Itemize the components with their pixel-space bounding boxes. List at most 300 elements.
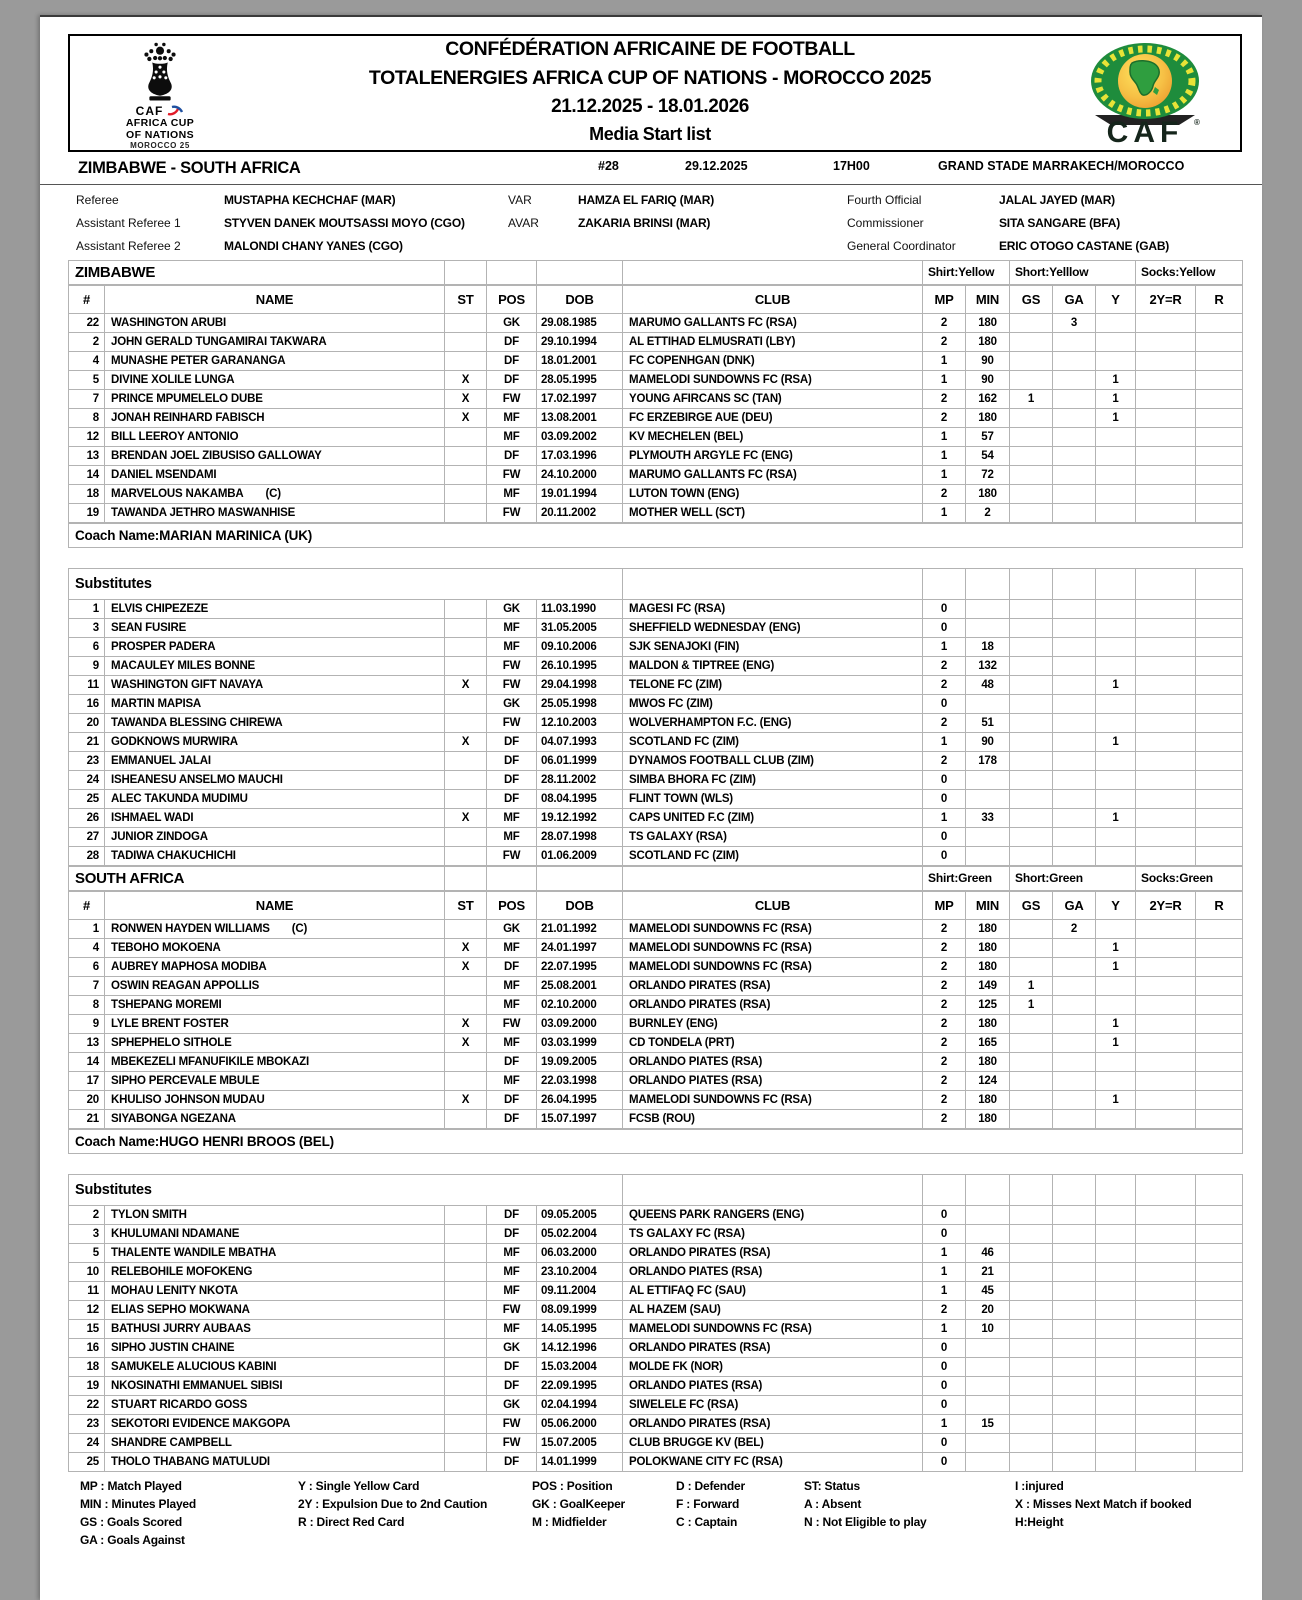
dob-cell: 04.07.1993	[537, 733, 623, 752]
player-name	[105, 485, 445, 504]
team-sections	[68, 260, 1242, 1472]
mp-cell: 2	[923, 1301, 966, 1320]
club-name: FC ERZEBIRGE AUE	[629, 411, 742, 424]
player-name-text: TADIWA CHAKUCHICHI	[111, 849, 236, 862]
club-country: (RSA)	[731, 1074, 763, 1087]
club-country: (DEU)	[741, 411, 773, 424]
yellow-cell	[1096, 428, 1136, 447]
cell	[923, 569, 966, 600]
dob-cell: 08.09.1999	[537, 1301, 623, 1320]
cell	[487, 867, 537, 891]
player-number: 2	[69, 1206, 105, 1225]
table-row	[69, 1053, 1243, 1072]
min-cell: 132	[966, 657, 1010, 676]
red-cell	[1196, 371, 1243, 390]
caf-logo-text: CAF	[1106, 116, 1184, 145]
club-country: (RSA)	[739, 1341, 771, 1354]
kit-short: Short:Green	[1010, 867, 1136, 891]
status-cell	[445, 847, 487, 866]
column-header-pos: POS	[487, 286, 537, 314]
player-name-text: SEAN FUSIRE	[111, 621, 187, 634]
second-yellow-cell	[1136, 1072, 1196, 1091]
player-number: 17	[69, 1072, 105, 1091]
position-cell: FW	[487, 466, 537, 485]
yellow-cell	[1096, 828, 1136, 847]
status-cell	[445, 1282, 487, 1301]
red-cell	[1196, 958, 1243, 977]
player-name	[105, 352, 445, 371]
dob-cell: 22.07.1995	[537, 958, 623, 977]
status-cell: X	[445, 939, 487, 958]
column-header-: #	[69, 892, 105, 920]
position-cell: DF	[487, 1377, 537, 1396]
club-cell	[623, 619, 923, 638]
player-number: 4	[69, 352, 105, 371]
second-yellow-cell	[1136, 428, 1196, 447]
club-country: (ENG)	[685, 1017, 718, 1030]
red-cell	[1196, 1339, 1243, 1358]
club-country: (ZIM)	[695, 678, 722, 691]
yellow-cell	[1096, 1110, 1136, 1129]
ga-cell	[1053, 504, 1096, 523]
club-name: SCOTLAND FC	[629, 849, 713, 862]
club-name: WOLVERHAMPTON F.C.	[629, 716, 760, 729]
player-name	[105, 1263, 445, 1282]
section-gap	[68, 548, 1242, 568]
mp-cell: 0	[923, 1396, 966, 1415]
player-name-text: JONAH REINHARD FABISCH	[111, 411, 265, 424]
club-name: SIMBA BHORA FC	[629, 773, 730, 786]
min-cell: 46	[966, 1244, 1010, 1263]
legend-entry: MP : Match Played	[80, 1479, 182, 1493]
position-cell: MF	[487, 1263, 537, 1282]
yellow-cell	[1096, 790, 1136, 809]
gs-cell	[1010, 1301, 1053, 1320]
min-cell	[966, 1339, 1010, 1358]
player-name-text: STUART RICARDO GOSS	[111, 1398, 248, 1411]
status-cell	[445, 1396, 487, 1415]
ga-cell	[1053, 1225, 1096, 1244]
dob-cell: 22.09.1995	[537, 1377, 623, 1396]
club-cell	[623, 771, 923, 790]
player-name	[105, 733, 445, 752]
dob-cell: 28.11.2002	[537, 771, 623, 790]
legend-entry: H:Height	[1015, 1515, 1064, 1529]
player-number: 2	[69, 333, 105, 352]
afcon-logo-line3: MOROCCO 25	[130, 141, 190, 150]
mp-cell: 1	[923, 1415, 966, 1434]
ga-cell	[1053, 676, 1096, 695]
yellow-cell: 1	[1096, 676, 1136, 695]
yellow-cell	[1096, 1072, 1136, 1091]
position-cell: GK	[487, 695, 537, 714]
mp-cell: 1	[923, 428, 966, 447]
column-header-min: MIN	[966, 286, 1010, 314]
cell	[1096, 1175, 1136, 1206]
substitutes-label: Substitutes	[69, 569, 623, 600]
club-name: KV MECHELEN	[629, 430, 714, 443]
avar-name: ZAKARIA BRINSI (MAR)	[578, 216, 711, 230]
red-cell	[1196, 1358, 1243, 1377]
dob-cell: 25.08.2001	[537, 977, 623, 996]
status-cell	[445, 1358, 487, 1377]
player-number: 8	[69, 996, 105, 1015]
club-cell	[623, 1053, 923, 1072]
min-cell: 2	[966, 504, 1010, 523]
second-yellow-cell	[1136, 695, 1196, 714]
dob-cell: 29.04.1998	[537, 676, 623, 695]
ga-cell: 3	[1053, 314, 1096, 333]
table-row	[69, 1415, 1243, 1434]
column-header-club: CLUB	[623, 286, 923, 314]
status-cell: X	[445, 733, 487, 752]
gs-cell: 1	[1010, 390, 1053, 409]
dob-cell: 08.04.1995	[537, 790, 623, 809]
gs-cell	[1010, 1225, 1053, 1244]
club-cell	[623, 828, 923, 847]
club-name: SCOTLAND FC	[629, 735, 713, 748]
gs-cell	[1010, 1110, 1053, 1129]
status-cell	[445, 447, 487, 466]
match-venue: GRAND STADE MARRAKECH/MOROCCO	[938, 159, 1185, 173]
ga-cell	[1053, 1339, 1096, 1358]
club-name: ORLANDO PIRATES	[629, 1417, 740, 1430]
red-cell	[1196, 752, 1243, 771]
red-cell	[1196, 790, 1243, 809]
gs-cell	[1010, 352, 1053, 371]
player-name-text: ISHEANESU ANSELMO MAUCHI	[111, 773, 283, 786]
mp-cell: 2	[923, 657, 966, 676]
position-cell: DF	[487, 371, 537, 390]
dob-cell: 02.04.1994	[537, 1396, 623, 1415]
cell	[923, 1175, 966, 1206]
club-cell	[623, 1110, 923, 1129]
player-number: 22	[69, 1396, 105, 1415]
club-name: AL ETTIFAQ FC	[629, 1284, 715, 1297]
player-name-text: MARVELOUS NAKAMBA	[111, 487, 244, 500]
club-cell	[623, 733, 923, 752]
min-cell: 180	[966, 1091, 1010, 1110]
table-row	[69, 1377, 1243, 1396]
club-name: MAMELODI SUNDOWNS FC	[629, 373, 781, 386]
general-coordinator-label: General Coordinator	[847, 239, 956, 253]
player-name	[105, 847, 445, 866]
player-number: 13	[69, 447, 105, 466]
yellow-cell	[1096, 1053, 1136, 1072]
cell	[966, 1175, 1010, 1206]
ga-cell	[1053, 1282, 1096, 1301]
club-country: (ENG)	[742, 659, 775, 672]
dob-cell: 28.05.1995	[537, 371, 623, 390]
ga-cell: 2	[1053, 920, 1096, 939]
club-name: SJK SENAJOKI	[629, 640, 714, 653]
player-name	[105, 695, 445, 714]
player-number: 1	[69, 600, 105, 619]
coach-name: Coach Name:MARIAN MARINICA (UK)	[69, 524, 1243, 548]
legend-entry: X : Misses Next Match if booked	[1015, 1497, 1192, 1511]
club-cell	[623, 333, 923, 352]
min-cell	[966, 1453, 1010, 1472]
red-cell	[1196, 409, 1243, 428]
player-name	[105, 1034, 445, 1053]
var-label: VAR	[508, 193, 532, 207]
player-name-text: BILL LEEROY ANTONIO	[111, 430, 239, 443]
club-country: (LBY)	[765, 335, 796, 348]
red-cell	[1196, 1396, 1243, 1415]
status-cell	[445, 790, 487, 809]
table-row	[69, 977, 1243, 996]
gs-cell	[1010, 638, 1053, 657]
status-cell	[445, 1434, 487, 1453]
club-cell	[623, 847, 923, 866]
afcon-trophy-logo	[70, 36, 250, 150]
player-name-text: MBEKEZELI MFANUFIKILE MBOKAZI	[111, 1055, 309, 1068]
cell	[1096, 569, 1136, 600]
totalenergies-icon	[166, 105, 184, 117]
min-cell	[966, 1206, 1010, 1225]
coach-table	[68, 1129, 1243, 1154]
club-country: (ENG)	[707, 487, 740, 500]
substitutes-header-row	[69, 569, 1243, 600]
yellow-cell: 1	[1096, 809, 1136, 828]
mp-cell: 2	[923, 996, 966, 1015]
match-number: #28	[598, 159, 619, 173]
legend-entry: F : Forward	[676, 1497, 740, 1511]
position-cell: FW	[487, 657, 537, 676]
club-name: BURNLEY	[629, 1017, 686, 1030]
avar-label: AVAR	[508, 216, 539, 230]
min-cell: 180	[966, 1110, 1010, 1129]
club-name: POLOKWANE CITY FC	[629, 1455, 752, 1468]
cell	[623, 867, 923, 891]
dob-cell: 17.03.1996	[537, 447, 623, 466]
team-header-table	[68, 866, 1243, 891]
min-cell	[966, 828, 1010, 847]
second-yellow-cell	[1136, 466, 1196, 485]
gs-cell	[1010, 1072, 1053, 1091]
status-cell	[445, 657, 487, 676]
cell	[1136, 1175, 1196, 1206]
column-header-gs: GS	[1010, 286, 1053, 314]
red-cell	[1196, 352, 1243, 371]
gs-cell	[1010, 1396, 1053, 1415]
club-country: (PRT)	[704, 1036, 735, 1049]
ga-cell	[1053, 695, 1096, 714]
player-number: 6	[69, 958, 105, 977]
cell	[1010, 1175, 1053, 1206]
dob-cell: 13.08.2001	[537, 409, 623, 428]
player-name	[105, 996, 445, 1015]
gs-cell	[1010, 1358, 1053, 1377]
second-yellow-cell	[1136, 752, 1196, 771]
yellow-cell	[1096, 466, 1136, 485]
player-name-text: PROSPER PADERA	[111, 640, 216, 653]
second-yellow-cell	[1136, 1377, 1196, 1396]
second-yellow-cell	[1136, 920, 1196, 939]
position-cell: MF	[487, 828, 537, 847]
gs-cell	[1010, 428, 1053, 447]
player-name-text: SEKOTORI EVIDENCE MAKGOPA	[111, 1417, 291, 1430]
min-cell: 45	[966, 1282, 1010, 1301]
red-cell	[1196, 847, 1243, 866]
position-cell: DF	[487, 333, 537, 352]
table-row	[69, 1320, 1243, 1339]
position-cell: MF	[487, 409, 537, 428]
player-name	[105, 1415, 445, 1434]
min-cell	[966, 1225, 1010, 1244]
min-cell	[966, 847, 1010, 866]
legend-column	[1015, 1477, 1192, 1531]
red-cell	[1196, 1206, 1243, 1225]
mp-cell: 2	[923, 409, 966, 428]
club-country: (RSA)	[739, 979, 771, 992]
ga-cell	[1053, 428, 1096, 447]
club-country: (ZIM)	[712, 735, 739, 748]
club-name: MAMELODI SUNDOWNS FC	[629, 941, 781, 954]
mp-cell: 0	[923, 1206, 966, 1225]
yellow-cell	[1096, 600, 1136, 619]
min-cell: 57	[966, 428, 1010, 447]
club-cell	[623, 1244, 923, 1263]
kit-socks: Socks:Yellow	[1136, 261, 1243, 285]
table-row	[69, 771, 1243, 790]
player-name-text: BRENDAN JOEL ZIBUSISO GALLOWAY	[111, 449, 322, 462]
club-country: (RSA)	[739, 1417, 771, 1430]
player-number: 18	[69, 1358, 105, 1377]
player-name-text: SHANDRE CAMPBELL	[111, 1436, 232, 1449]
status-cell	[445, 466, 487, 485]
club-name: SIWELELE FC	[629, 1398, 708, 1411]
club-name: FCSB	[629, 1112, 663, 1125]
status-cell	[445, 752, 487, 771]
club-cell	[623, 920, 923, 939]
mp-cell: 1	[923, 1244, 966, 1263]
player-name	[105, 1072, 445, 1091]
legend-entry: 2Y : Expulsion Due to 2nd Caution	[298, 1497, 488, 1511]
captain-marker: (C)	[265, 487, 281, 500]
yellow-cell	[1096, 619, 1136, 638]
status-cell	[445, 1244, 487, 1263]
substitutes-table	[68, 568, 1243, 866]
club-name: TELONE FC	[629, 678, 696, 691]
table-row	[69, 1339, 1243, 1358]
table-row	[69, 1244, 1243, 1263]
player-name	[105, 920, 445, 939]
yellow-cell	[1096, 1263, 1136, 1282]
player-name	[105, 333, 445, 352]
yellow-cell	[1096, 333, 1136, 352]
club-name: ORLANDO PIRATES	[629, 1246, 740, 1259]
mp-cell: 1	[923, 1320, 966, 1339]
caf-logo	[1050, 36, 1240, 150]
assistant-referee-2-label: Assistant Referee 2	[76, 239, 181, 253]
afcon-logo-line1: AFRICA CUP	[125, 117, 195, 129]
second-yellow-cell	[1136, 1453, 1196, 1472]
player-name-text: SIYABONGA NGEZANA	[111, 1112, 236, 1125]
player-name-text: AUBREY MAPHOSA MODIBA	[111, 960, 267, 973]
club-cell	[623, 1072, 923, 1091]
mp-cell: 2	[923, 752, 966, 771]
gs-cell	[1010, 714, 1053, 733]
player-number: 21	[69, 1110, 105, 1129]
mp-cell: 1	[923, 809, 966, 828]
mp-cell: 0	[923, 600, 966, 619]
position-cell: MF	[487, 1282, 537, 1301]
club-cell	[623, 939, 923, 958]
column-header-: #	[69, 286, 105, 314]
gs-cell	[1010, 790, 1053, 809]
gs-cell	[1010, 447, 1053, 466]
column-header-2yr: 2Y=R	[1136, 286, 1196, 314]
table-row	[69, 695, 1243, 714]
kit-shirt: Shirt:Yellow	[923, 261, 1010, 285]
gs-cell	[1010, 733, 1053, 752]
player-name	[105, 1282, 445, 1301]
second-yellow-cell	[1136, 409, 1196, 428]
team-section-south-africa	[68, 866, 1242, 1472]
red-cell	[1196, 771, 1243, 790]
table-row	[69, 1282, 1243, 1301]
dob-cell: 29.08.1985	[537, 314, 623, 333]
team-header-table	[68, 260, 1243, 285]
dob-cell: 24.10.2000	[537, 466, 623, 485]
min-cell: 180	[966, 958, 1010, 977]
yellow-cell	[1096, 314, 1136, 333]
starters-table	[68, 285, 1243, 523]
red-cell	[1196, 996, 1243, 1015]
ga-cell	[1053, 1072, 1096, 1091]
mp-cell: 1	[923, 1263, 966, 1282]
mp-cell: 2	[923, 1015, 966, 1034]
yellow-cell	[1096, 485, 1136, 504]
ga-cell	[1053, 790, 1096, 809]
mp-cell: 0	[923, 847, 966, 866]
mp-cell: 0	[923, 1377, 966, 1396]
cell	[1136, 569, 1196, 600]
club-name: ORLANDO PIRATES	[629, 998, 740, 1011]
legend-column	[80, 1477, 196, 1549]
red-cell	[1196, 1434, 1243, 1453]
dob-cell: 25.05.1998	[537, 695, 623, 714]
player-name-text: MUNASHE PETER GARANANGA	[111, 354, 286, 367]
player-name-text: NKOSINATHI EMMANUEL SIBISI	[111, 1379, 283, 1392]
player-name	[105, 1244, 445, 1263]
player-name	[105, 447, 445, 466]
assistant-referee-1-name: STYVEN DANEK MOUTSASSI MOYO (CGO)	[224, 216, 465, 230]
ga-cell	[1053, 1015, 1096, 1034]
legend-entry: N : Not Eligible to play	[804, 1515, 927, 1529]
position-cell: FW	[487, 390, 537, 409]
gs-cell	[1010, 771, 1053, 790]
column-header-y: Y	[1096, 286, 1136, 314]
ga-cell	[1053, 733, 1096, 752]
mp-cell: 2	[923, 1110, 966, 1129]
player-number: 26	[69, 809, 105, 828]
player-number: 14	[69, 1053, 105, 1072]
status-cell	[445, 1453, 487, 1472]
club-country: (FIN)	[713, 640, 740, 653]
club-country: (WLS)	[700, 792, 733, 805]
table-row	[69, 1396, 1243, 1415]
dob-cell: 06.01.1999	[537, 752, 623, 771]
ga-cell	[1053, 1377, 1096, 1396]
position-cell: DF	[487, 352, 537, 371]
club-cell	[623, 1415, 923, 1434]
gs-cell	[1010, 371, 1053, 390]
player-name	[105, 1434, 445, 1453]
club-cell	[623, 809, 923, 828]
second-yellow-cell	[1136, 1110, 1196, 1129]
